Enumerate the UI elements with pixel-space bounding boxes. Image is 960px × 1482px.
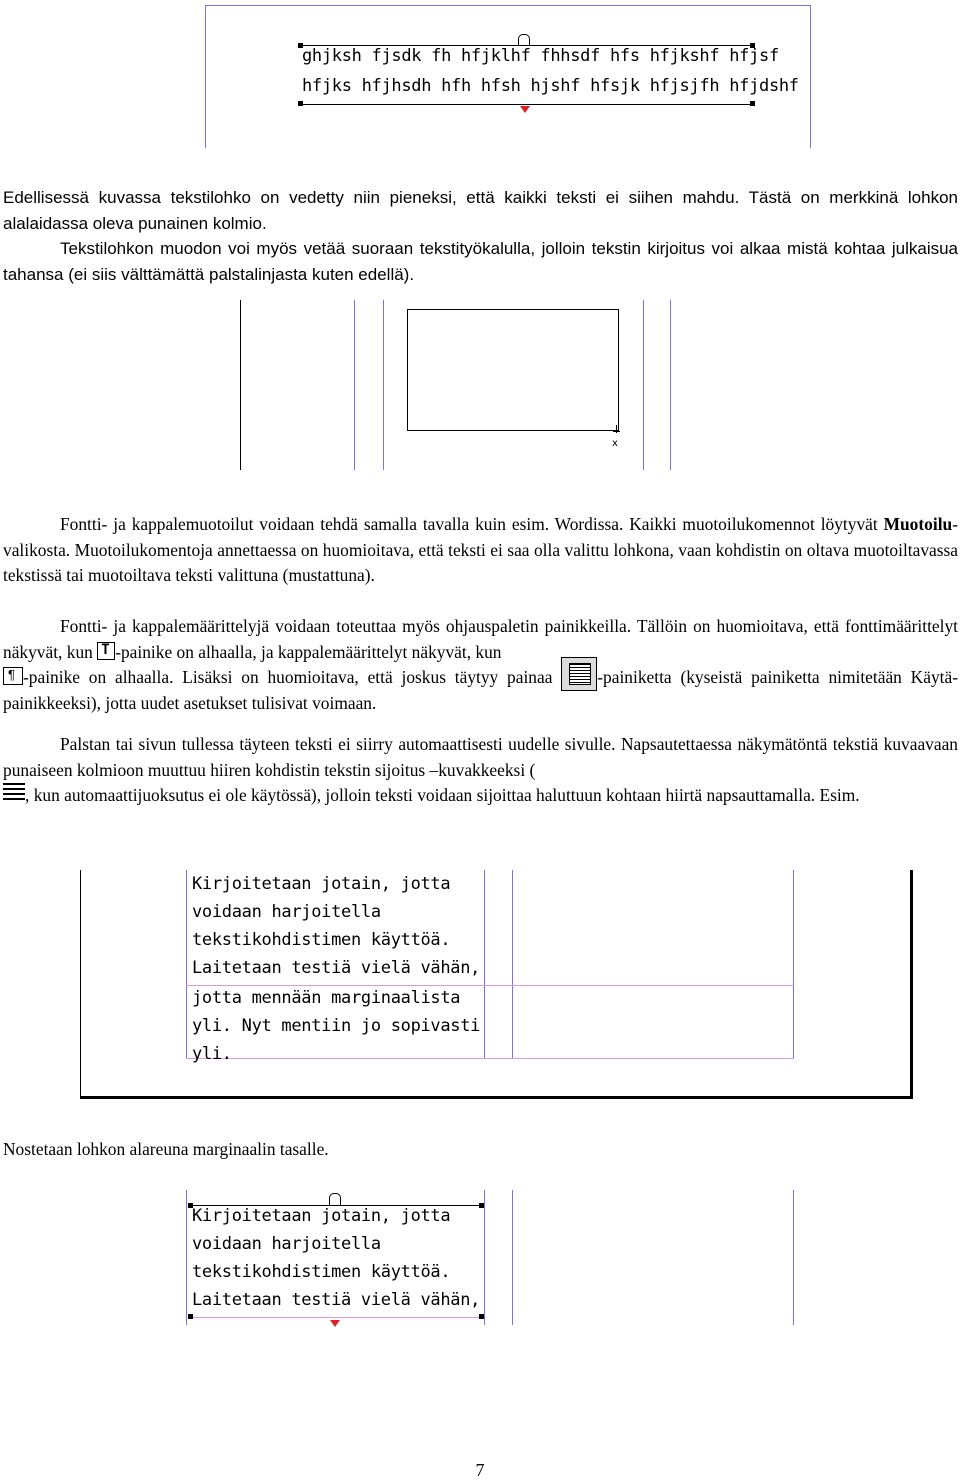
column-guide — [186, 1190, 187, 1325]
block-text-line: ghjksh fjsdk fh hfjklhf fhhsdf hfs hfjkshf hfjsf — [302, 46, 779, 66]
apply-button-glyph — [569, 663, 591, 685]
block-text-line: Kirjoitetaan jotain, jotta — [192, 874, 451, 894]
column-guide — [484, 1190, 485, 1325]
block-text-line: jotta mennään marginaalista — [192, 988, 461, 1008]
paragraph — [3, 185, 958, 287]
column-guide — [205, 5, 206, 148]
paragraph-text: Tekstilohkon muodon voi myös vetää suoraan tekstityökalulla, jolloin tekstin kirjoitus voi alkaa mistä kohtaa julkaisua tahansa (ei siis välttämättä palstalinjasta kuten edellä). — [3, 239, 958, 284]
paragraph-text: -valikosta. Muotoilukomentoja annettaessa on huomioitava, että teksti ei saa olla valittu lohkona, vaan kohdistin on oltava muotoiltavassa tekstissä tai muotoiltava teksti valittuna (mustattuna). — [3, 514, 958, 585]
block-text-line: voidaan harjoitella — [192, 902, 381, 922]
paragraph-text: Fontti- ja kappalemäärittelyjä voidaan toteuttaa myös ohjauspaletin painikkeilla. Tällöin on huomioitava, että fonttimäärittelyt näkyvät, kun — [3, 616, 958, 662]
icon-glyph — [3, 783, 25, 803]
paragraph-text: -painike on alhaalla, ja kappalemäärittelyt näkyvät, kun — [115, 641, 502, 662]
menu-name: Muotoilu — [883, 514, 953, 534]
column-guide — [354, 300, 355, 470]
corner-handle[interactable] — [479, 1203, 484, 1208]
column-guide — [383, 300, 384, 470]
icon-glyph: ¶ — [8, 667, 15, 682]
paragraph-text: Fontti- ja kappalemuotoilut voidaan tehdä samalla tavalla kuin esim. Wordissa. Kaikki muotoilukomennot löytyvät — [60, 514, 884, 534]
corner-handle[interactable] — [750, 101, 755, 106]
paragraph-text: , kun automaattijuoksutus ei ole käytössä), jolloin teksti voidaan sijoittaa haluttuun kohtaan hiirtä napsauttamalla. Esim. — [25, 785, 860, 805]
block-text-line: Laitetaan testiä vielä vähän, — [192, 958, 481, 978]
page-number: 7 — [475, 1460, 485, 1480]
paragraph — [3, 614, 958, 717]
paragraph-text: -painiketta (kyseistä painiketta nimitetään Käytä-painikkeeksi), jotta uudet asetukset tulisivat voimaan. — [3, 667, 958, 713]
block-text-line: Kirjoitetaan jotain, jotta — [192, 1206, 451, 1226]
top-margin-guide — [205, 5, 811, 6]
block-text-line: tekstikohdistimen käyttöä. — [192, 1262, 451, 1282]
icon-glyph: T — [101, 641, 110, 658]
block-text-line: tekstikohdistimen käyttöä. — [192, 930, 451, 950]
block-text-line: Laitetaan testiä vielä vähän, — [192, 1290, 481, 1310]
block-text-line: yli. — [192, 1044, 232, 1064]
overflow-red-triangle-icon[interactable] — [330, 1320, 340, 1327]
column-guide — [512, 1190, 513, 1325]
corner-handle[interactable] — [479, 1314, 484, 1319]
paragraph — [3, 732, 958, 809]
character-mode-button-icon — [97, 642, 115, 660]
column-guide — [186, 870, 187, 1058]
paragraph-text: -painike on alhaalla. Lisäksi on huomioitava, että joskus täytyy painaa — [23, 667, 562, 687]
column-guide — [810, 5, 811, 148]
apply-button-icon — [561, 657, 597, 691]
paragraph-mode-button-icon — [3, 667, 23, 685]
block-text-line: hfjks hfjhsdh hfh hfsh hjshf hfsjk hfjsjfh hfjdshf — [302, 76, 799, 96]
column-guide — [793, 870, 794, 1058]
page-left-edge — [80, 870, 81, 1098]
column-guide — [670, 300, 671, 470]
margin-guide — [240, 300, 241, 470]
text-placement-cursor-icon — [3, 783, 25, 803]
bottom-margin-guide — [186, 1058, 794, 1059]
top-windowshade-handle[interactable] — [329, 1193, 341, 1205]
paragraph-text: Palstan tai sivun tullessa täyteen teksti ei siirry automaattisesti uudelle sivulle. Napsautettaessa näkymätöntä tekstiä kuvaavaan punaiseen kolmioon muuttuu hiiren kohdistin tekstin sijoitus –kuvakkeeksi ( — [3, 734, 958, 780]
text-tool-cursor-icon: x — [612, 425, 622, 451]
paragraph-text: Edellisessä kuvassa tekstilohko on vedetty niin pieneksi, että kaikki teksti ei siihen mahdu. Tästä on merkkinä lohkon alalaidassa oleva punainen kolmio. — [3, 188, 958, 233]
corner-handle[interactable] — [188, 1314, 193, 1319]
column-guide — [643, 300, 644, 470]
column-guide — [484, 870, 485, 1058]
paragraph — [3, 512, 958, 589]
paragraph — [3, 1137, 958, 1163]
bottom-margin-guide — [186, 985, 794, 986]
paragraph-text: Nostetaan lohkon alareuna marginaalin tasalle. — [3, 1139, 329, 1159]
drawn-text-frame[interactable] — [407, 309, 619, 431]
block-text-line: voidaan harjoitella — [192, 1234, 381, 1254]
corner-handle[interactable] — [298, 101, 303, 106]
block-text-line: yli. Nyt mentiin jo sopivasti — [192, 1016, 481, 1036]
column-guide — [512, 870, 513, 1058]
overflow-red-triangle-icon[interactable] — [520, 106, 530, 113]
top-windowshade-handle[interactable] — [518, 34, 530, 45]
column-guide — [793, 1190, 794, 1325]
